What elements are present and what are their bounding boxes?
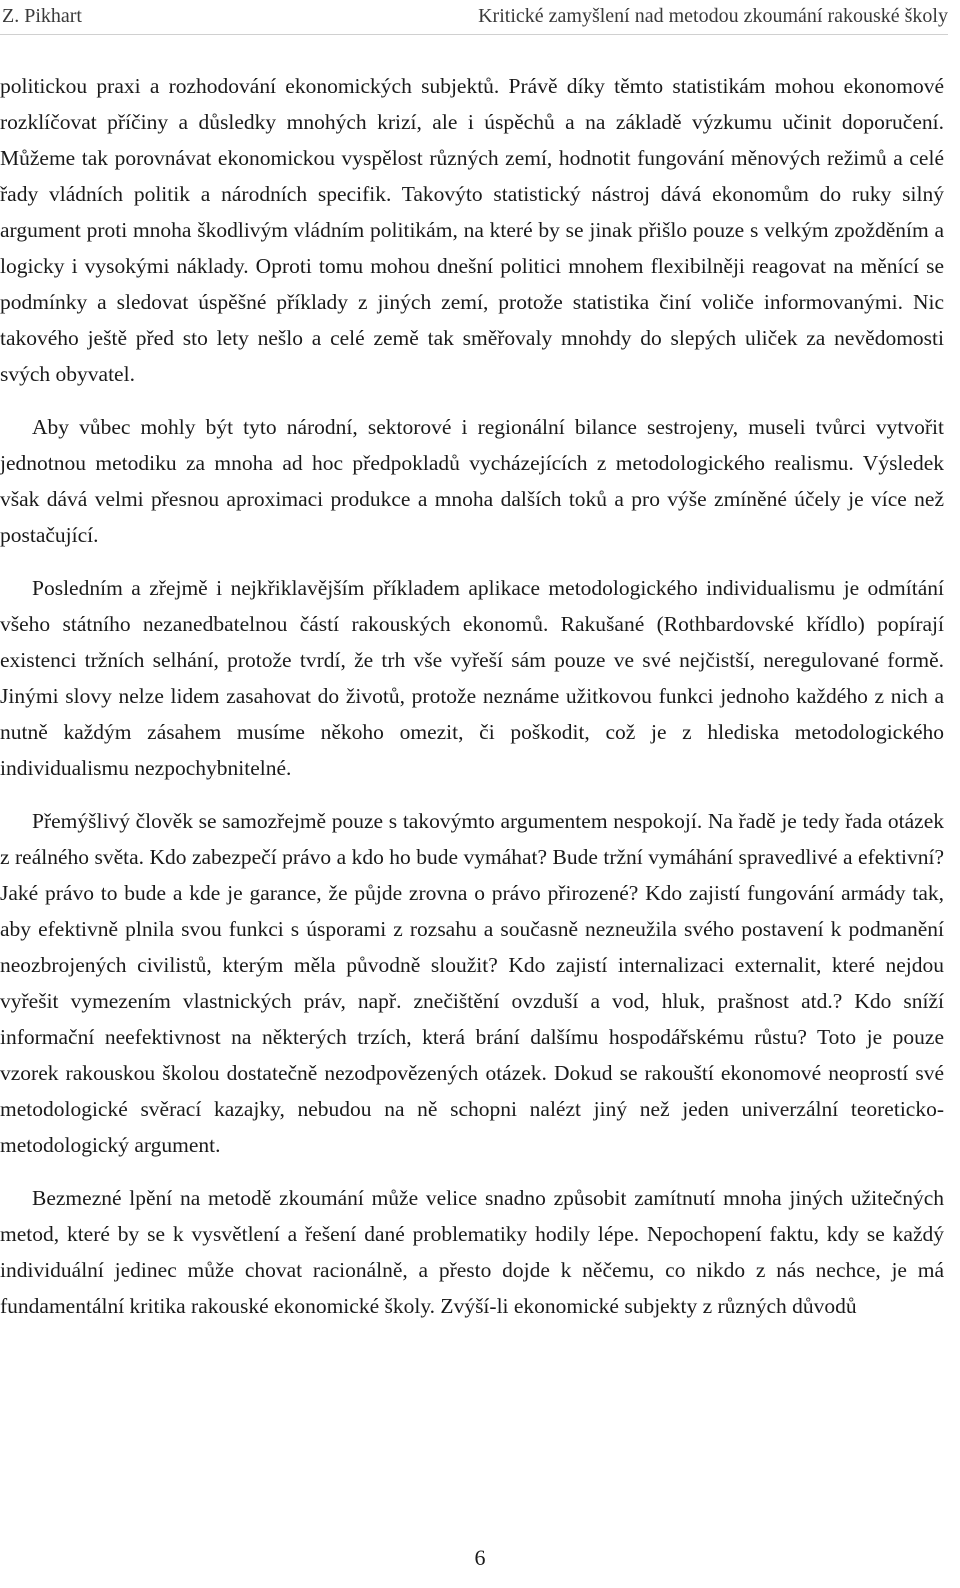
header-author: Z. Pikhart <box>2 5 82 27</box>
paragraph: Aby vůbec mohly být tyto národní, sektorové i regionální bilance sestrojeny, museli tvůrci vytvořit jednotnou metodiku za mnoha ad hoc předpokladů vycházejících z metodologického realismu. Výsledek však dává velmi přesnou aproximaci produkce a mnoha dalších toků a pro výše zmíněné účely je více než postačující. <box>0 415 944 547</box>
page-number: 6 <box>474 1545 486 1570</box>
header-title: Kritické zamyšlení nad metodou zkoumání rakouské školy <box>478 5 948 27</box>
paragraph: Bezmezné lpění na metodě zkoumání může velice snadno způsobit zamítnutí mnoha jiných užitečných metod, které by se k vysvětlení a řešení dané problematiky hodily lépe. Nepochopení faktu, kdy se každý individuální jedinec může chovat racionálně, a přesto dojde k něčemu, co nikdo z nás nechce, je má fundamentální kritika rakouské ekonomické školy. Zvýší-li ekonomické subjekty z různých důvodů <box>0 1186 944 1318</box>
body-text <box>0 68 944 1341</box>
paragraph: Posledním a zřejmě i nejkřiklavějším příkladem aplikace metodologického individualismu je odmítání všeho státního nezanedbatelnou částí rakouských ekonomů. Rakušané (Rothbardovské křídlo) popírají existenci tržních selhání, protože tvrdí, že trh vše vyřeší sám pouze ve své nejčistší, neregulované formě. Jinými slovy nelze lidem zasahovat do životů, protože neznáme užitkovou funkci jednoho každého z nich a nutně každým zásahem musíme někoho omezit, či poškodit, což je z hlediska metodologického individualismu nezpochybnitelné. <box>0 576 944 780</box>
paragraph: Přemýšlivý člověk se samozřejmě pouze s takovýmto argumentem nespokojí. Na řadě je tedy řada otázek z reálného světa. Kdo zabezpečí právo a kdo ho bude vymáhat? Bude tržní vymáhání spravedlivé a efektivní? Jaké právo to bude a kde je garance, že půjde zrovna o právo přirozené? Kdo zajistí fungování armády tak, aby efektivně plnila svou funkci s úsporami z rozsahu a současně nezneužila svého postavení k podmanění neozbrojených civilistů, kterým měla původně sloužit? Kdo zajistí internalizaci externalit, které nejdou vyřešit vymezením vlastnických práv, např. znečištění ovzduší a vod, hluk, prašnost atd.? Kdo sníží informační neefektivnost na některých trzích, která brání dalšímu hospodářskému růstu? Toto je pouze vzorek rakouskou školou dostatečně nezodpovězených otázek. Dokud se rakouští ekonomové neoprostí své metodologické svěrací kazajky, nebudou na ně schopni nalézt jiný než jeden univerzální teoreticko-metodologický argument. <box>0 809 944 1157</box>
header-divider <box>0 34 948 35</box>
running-header <box>0 4 948 28</box>
paragraph-continued: politickou praxi a rozhodování ekonomických subjektů. Právě díky těmto statistikám mohou ekonomové rozklíčovat příčiny a důsledky mnohých krizí, ale i úspěchů a na základě výzkumu učinit doporučení. Můžeme tak porovnávat ekonomickou vyspělost různých zemí, hodnotit fungování měnových režimů a celé řady vládních politik a národních specifik. Takovýto statistický nástroj dává ekonomům do ruky silný argument proti mnoha škodlivým vládním politikám, na které by se jinak přišlo pouze s velkým zpožděním a logicky i vysokými náklady. Oproti tomu mohou dnešní politici mnohem flexibilněji reagovat na měnící se podmínky a sledovat úspěšné příklady z jiných zemí, protože statistika činí voliče informovanými. Nic takového ještě před sto lety nešlo a celé země tak směřovaly mnohdy do slepých uliček za nevědomosti svých obyvatel. <box>0 74 944 386</box>
